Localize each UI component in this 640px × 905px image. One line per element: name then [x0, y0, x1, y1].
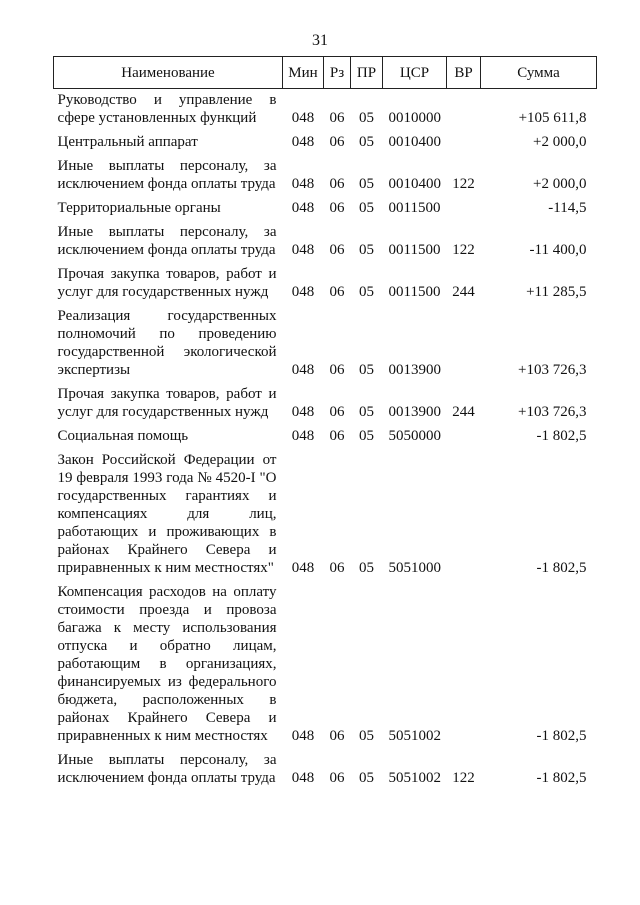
row-vr	[447, 131, 481, 155]
table-row	[54, 155, 597, 197]
row-csr: 0010000	[388, 110, 441, 126]
page-number: 31	[312, 32, 328, 49]
row-name: Центральный аппарат	[57, 134, 198, 150]
row-rz: 06	[329, 134, 345, 150]
header-sum: Сумма	[481, 57, 597, 89]
header-min: Мин	[283, 57, 324, 89]
row-name: Прочая закупка товаров, работ и услуг для государственных нужд	[57, 266, 277, 300]
row-csr: 5051000	[388, 560, 441, 576]
row-csr: 0011500	[388, 200, 441, 216]
table-row	[54, 749, 597, 791]
table-header-row	[54, 57, 597, 89]
table-row	[54, 449, 597, 581]
row-rz: 06	[329, 200, 345, 216]
row-sum: +11 285,5	[526, 284, 587, 300]
row-sum: -1 802,5	[536, 560, 587, 576]
row-pr: 05	[359, 200, 374, 216]
table-row	[54, 383, 597, 425]
row-name: Иные выплаты персоналу, за исключением фонда оплаты труда	[57, 158, 277, 192]
table-row	[54, 305, 597, 383]
row-name: Иные выплаты персоналу, за исключением фонда оплаты труда	[57, 224, 277, 258]
row-min: 048	[291, 404, 315, 420]
row-vr	[447, 305, 481, 383]
row-pr: 05	[359, 284, 374, 300]
row-pr: 05	[359, 560, 374, 576]
table-row	[54, 425, 597, 449]
row-min: 048	[291, 428, 315, 444]
row-min: 048	[291, 728, 315, 744]
row-rz: 06	[329, 362, 345, 378]
header-vr: ВР	[447, 57, 481, 89]
row-pr: 05	[359, 134, 374, 150]
row-vr	[447, 449, 481, 581]
row-sum: -1 802,5	[536, 428, 587, 444]
row-name: Территориальные органы	[57, 200, 221, 216]
row-name: Компенсация расходов на оплату стоимости проезда и провоза багажа к месту использования отпуска и обратно лицам, работающим в организациях, финансируемых из федерального бюджета, расположенных в районах Крайнего Севера и приравненных к ним местностях	[57, 584, 277, 744]
row-csr: 5051002	[388, 728, 441, 744]
row-pr: 05	[359, 770, 374, 786]
row-pr: 05	[359, 428, 374, 444]
row-min: 048	[291, 110, 315, 126]
row-rz: 06	[329, 284, 345, 300]
row-name: Прочая закупка товаров, работ и услуг для государственных нужд	[57, 386, 277, 420]
row-sum: +103 726,3	[518, 404, 587, 420]
row-rz: 06	[329, 560, 345, 576]
row-rz: 06	[329, 176, 345, 192]
table-row	[54, 89, 597, 132]
row-rz: 06	[329, 770, 345, 786]
row-min: 048	[291, 242, 315, 258]
header-rz: Рз	[324, 57, 351, 89]
row-name: Руководство и управление в сфере установленных функций	[57, 92, 277, 126]
row-vr	[447, 197, 481, 221]
row-csr: 0010400	[388, 134, 441, 150]
row-pr: 05	[359, 242, 374, 258]
row-sum: +103 726,3	[518, 362, 587, 378]
row-pr: 05	[359, 728, 374, 744]
row-name: Реализация государственных полномочий по проведению государственной экологической экспертизы	[57, 308, 277, 378]
row-vr: 244	[452, 404, 475, 420]
row-csr: 0011500	[388, 242, 441, 258]
row-rz: 06	[329, 110, 345, 126]
row-rz: 06	[329, 404, 345, 420]
row-name: Закон Российской Федерации от 19 февраля 1993 года № 4520-I "О государственных гарантиях и компенсациях для лиц, работающих и проживающих в районах Крайнего Севера и приравненных к ним местностях"	[57, 452, 277, 576]
row-pr: 05	[359, 176, 374, 192]
row-sum: +2 000,0	[533, 176, 587, 192]
table-row	[54, 197, 597, 221]
row-vr: 122	[452, 242, 475, 258]
row-vr	[447, 581, 481, 749]
row-min: 048	[291, 560, 315, 576]
row-vr: 244	[452, 284, 475, 300]
row-rz: 06	[329, 728, 345, 744]
table-row	[54, 221, 597, 263]
table-row	[54, 581, 597, 749]
row-sum: -11 400,0	[529, 242, 587, 258]
row-sum: -1 802,5	[536, 728, 587, 744]
row-sum: +105 611,8	[518, 110, 587, 126]
header-csr: ЦСР	[383, 57, 447, 89]
row-vr: 122	[452, 770, 475, 786]
row-vr	[447, 89, 481, 132]
header-pr: ПР	[351, 57, 383, 89]
table-row	[54, 263, 597, 305]
budget-table	[53, 56, 597, 791]
row-pr: 05	[359, 404, 374, 420]
row-min: 048	[291, 284, 315, 300]
row-min: 048	[291, 362, 315, 378]
row-min: 048	[291, 134, 315, 150]
row-sum: -114,5	[548, 200, 587, 216]
row-min: 048	[291, 770, 315, 786]
row-vr: 122	[452, 176, 475, 192]
row-csr: 0013900	[388, 362, 441, 378]
row-sum: -1 802,5	[536, 770, 587, 786]
row-csr: 0010400	[388, 176, 441, 192]
row-name: Социальная помощь	[57, 428, 189, 444]
row-sum: +2 000,0	[533, 134, 587, 150]
row-name: Иные выплаты персоналу, за исключением фонда оплаты труда	[57, 752, 277, 786]
row-pr: 05	[359, 362, 374, 378]
row-csr: 0011500	[388, 284, 441, 300]
row-vr	[447, 425, 481, 449]
row-csr: 5051002	[388, 770, 441, 786]
row-rz: 06	[329, 242, 345, 258]
header-name: Наименование	[54, 57, 283, 89]
row-csr: 0013900	[388, 404, 441, 420]
row-csr: 5050000	[388, 428, 441, 444]
table-row	[54, 131, 597, 155]
row-min: 048	[291, 176, 315, 192]
row-min: 048	[291, 200, 315, 216]
row-rz: 06	[329, 428, 345, 444]
row-pr: 05	[359, 110, 374, 126]
